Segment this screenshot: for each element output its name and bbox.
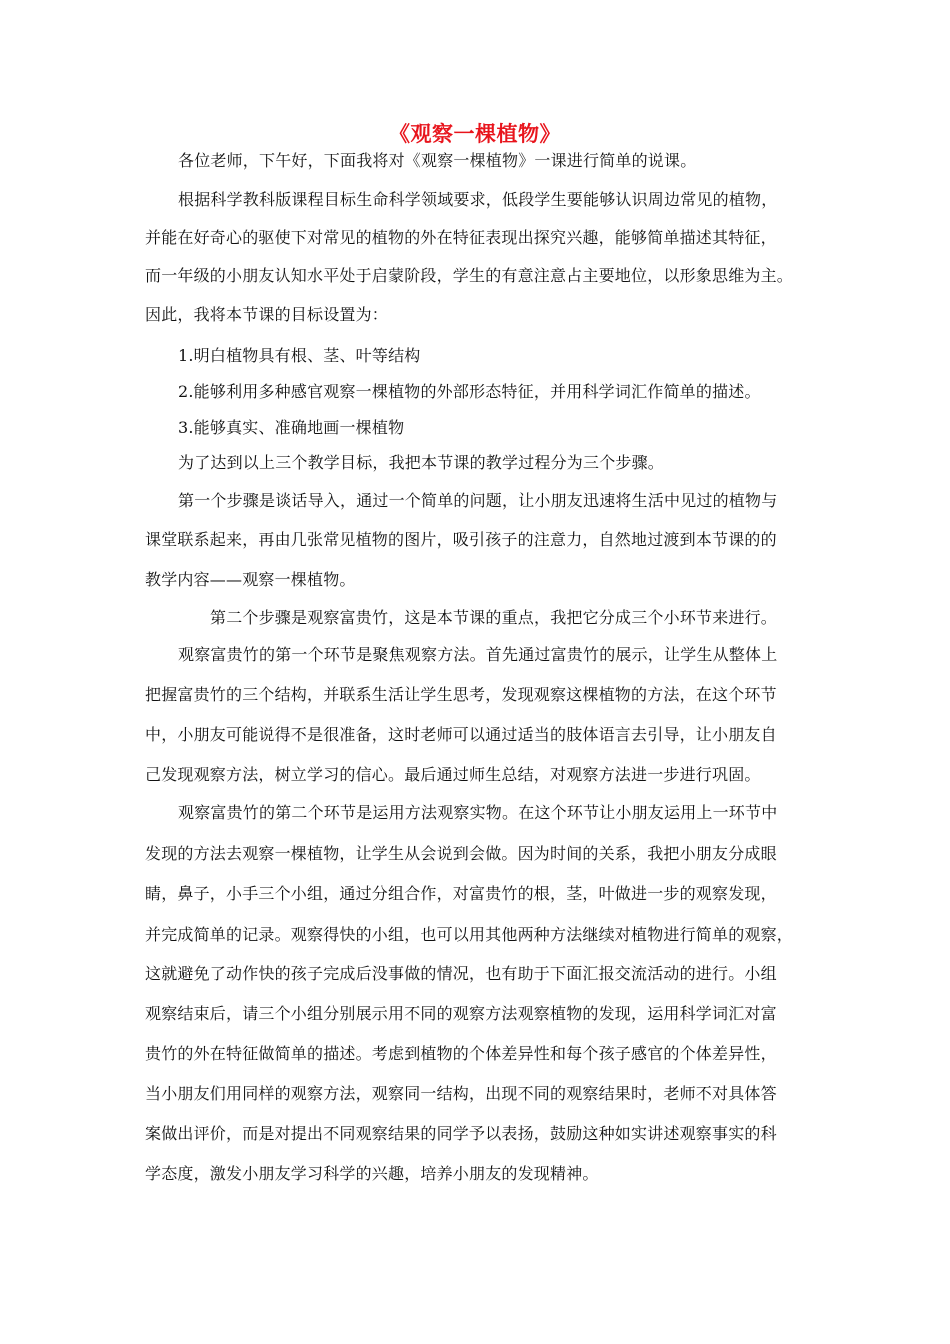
paragraph-line: 第一个步骤是谈话导入，通过一个简单的问题，让小朋友迅速将生活中见过的植物与: [178, 491, 778, 510]
paragraph-line: 把握富贵竹的三个结构，并联系生活让学生思考，发现观察这棵植物的方法，在这个环节: [145, 685, 777, 704]
paragraph-line: 根据科学教科版课程目标生命科学领域要求，低段学生要能够认识周边常见的植物，: [178, 190, 778, 209]
paragraph-line: 案做出评价，而是对提出不同观察结果的同学予以表扬，鼓励这种如实讲述观察事实的科: [145, 1124, 777, 1143]
paragraph-line: 并能在好奇心的驱使下对常见的植物的外在特征表现出探究兴趣，能够简单描述其特征，: [145, 228, 777, 247]
paragraph-line: 中，小朋友可能说得不是很准备，这时老师可以通过适当的肢体语言去引导，让小朋友自: [145, 725, 777, 744]
paragraph-line: 睛，鼻子，小手三个小组，通过分组合作，对富贵竹的根，茎，叶做进一步的观察发现，: [145, 884, 777, 903]
paragraph-line: 观察富贵竹的第一个环节是聚焦观察方法。首先通过富贵竹的展示，让学生从整体上: [178, 645, 778, 664]
list-item: 1.明白植物具有根、茎、叶等结构: [178, 346, 421, 365]
paragraph-line: 学态度，激发小朋友学习科学的兴趣，培养小朋友的发现精神。: [145, 1164, 599, 1183]
paragraph-line: 发现的方法去观察一棵植物，让学生从会说到会做。因为时间的关系，我把小朋友分成眼: [145, 844, 777, 863]
paragraph-line: 观察结束后，请三个小组分别展示用不同的观察方法观察植物的发现，运用科学词汇对富: [145, 1004, 777, 1023]
paragraph-line: 这就避免了动作快的孩子完成后没事做的情况，也有助于下面汇报交流活动的进行。小组: [145, 964, 777, 983]
paragraph-line: 教学内容——观察一棵植物。: [145, 570, 356, 589]
list-item: 2.能够利用多种感官观察一棵植物的外部形态特征，并用科学词汇作简单的描述。: [178, 382, 761, 401]
paragraph-line: 各位老师，下午好，下面我将对《观察一棵植物》一课进行简单的说课。: [178, 151, 697, 170]
paragraph-line: 第二个步骤是观察富贵竹，这是本节课的重点，我把它分成三个小环节来进行。: [210, 608, 778, 627]
list-item: 3.能够真实、准确地画一棵植物: [178, 418, 405, 437]
paragraph-line: 课堂联系起来，再由几张常见植物的图片，吸引孩子的注意力，自然地过渡到本节课的的: [145, 530, 777, 549]
paragraph-line: 贵竹的外在特征做简单的描述。考虑到植物的个体差异性和每个孩子感官的个体差异性，: [145, 1044, 777, 1063]
paragraph-line: 观察富贵竹的第二个环节是运用方法观察实物。在这个环节让小朋友运用上一环节中: [178, 803, 778, 822]
paragraph-line: 己发现观察方法，树立学习的信心。最后通过师生总结，对观察方法进一步进行巩固。: [145, 765, 761, 784]
paragraph-line: 并完成简单的记录。观察得快的小组，也可以用其他两种方法继续对植物进行简单的观察，: [145, 925, 794, 944]
paragraph-line: 当小朋友们用同样的观察方法，观察同一结构，出现不同的观察结果时，老师不对具体答: [145, 1084, 777, 1103]
paragraph-line: 因此，我将本节课的目标设置为：: [145, 305, 389, 324]
document-title: 《观察一棵植物》: [389, 122, 561, 146]
paragraph-line: 而一年级的小朋友认知水平处于启蒙阶段，学生的有意注意占主要地位，以形象思维为主。: [145, 266, 794, 285]
paragraph-line: 为了达到以上三个教学目标，我把本节课的教学过程分为三个步骤。: [178, 453, 665, 472]
